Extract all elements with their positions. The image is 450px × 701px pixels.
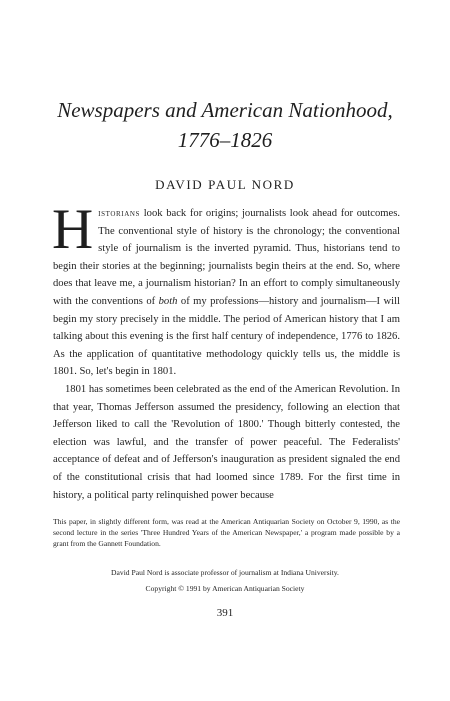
footnote: This paper, in slightly different form, was read at the American Antiquarian Society on October 9, 1990, as the second lecture in the series 'Three Hundred Years of the American Newspaper,' a program made possible by a grant from the Gannett Foundation. [53, 517, 400, 548]
opening-small-caps: istorians [98, 208, 141, 219]
emphasis-both: both [158, 295, 178, 307]
paragraph-1-end: of my professions—history and journalism—I will begin my story precisely in the middle. The period of American history that I am talking about this evening is the first half century of independence, 1776 to 1826. As the application of quantitative methodology quickly tells us, the middle is 1801. So, let's begin in 1801. [53, 295, 401, 378]
drop-cap: H [52, 198, 94, 261]
author-note: David Paul Nord is associate professor of journalism at Indiana University. [111, 568, 339, 577]
paragraph-1 [52, 198, 401, 381]
article-title-line-2: 1776–1826 [177, 128, 273, 152]
page-number: 391 [216, 607, 234, 619]
article-author: DAVID PAUL NORD [155, 177, 295, 192]
paragraph-2: 1801 has sometimes been celebrated as the end of the American Revolution. In that year, Thomas Jefferson assumed the presidency, following an election that Jefferson liked to call the 'Revolution of 1800.' Though bitterly contested, the election was lawful, and the transfer of power peaceful. The Federalists' acceptance of defeat and of Jefferson's inauguration as president signaled the end of the constitutional crisis that had loomed since 1789. For the first time in history, a political party relinquished power because [53, 383, 400, 501]
paragraph-1-text: look back for origins; journalists look ahead for outcomes. The conventional style of history is the chronology; the conventional style of journalism is the inverted pyramid. Thus, historians tend to begin their stories at the beginning; journalists begin theirs at the end. So, where does that leave me, a journalism historian? In an effort to comply simultaneously with the conventions of [53, 208, 400, 307]
copyright-line: Copyright © 1991 by American Antiquarian Society [145, 584, 305, 593]
article-title-line-1: Newspapers and American Nationhood, [57, 98, 393, 122]
article-body [52, 198, 401, 504]
